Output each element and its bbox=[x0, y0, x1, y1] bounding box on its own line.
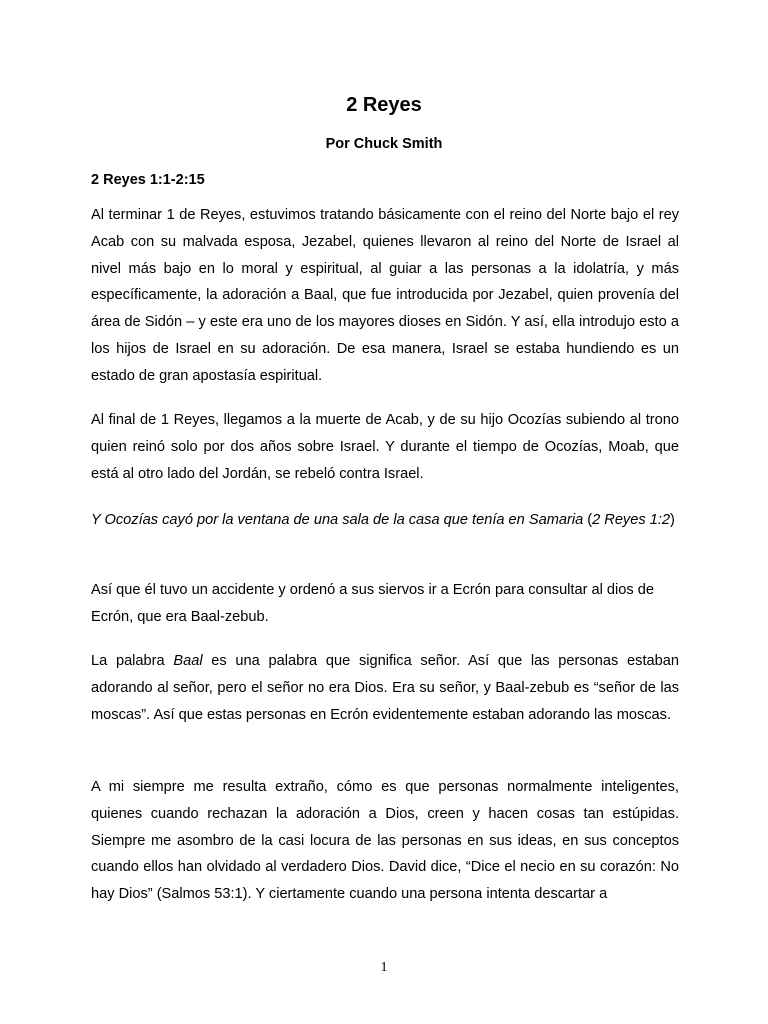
paragraph-1: Al terminar 1 de Reyes, estuvimos tratando básicamente con el reino del Norte bajo el rey Acab con su malvada esposa, Jezabel, quienes llevaron al reino del Norte de Israel al nivel más bajo en lo moral y espiritual, al guiar a las personas a la idolatría, y más específicamente, la adoración a Baal, que fue introducida por Jezabel, quien provenía del área de Sidón – y este era uno de los mayores dioses en Sidón. Y así, ella introdujo esto a los hijos de Israel en su adoración. De esa manera, Israel se estaba hundiendo es un estado de gran apostasía espiritual. bbox=[91, 207, 679, 384]
section-heading: 2 Reyes 1:1-2:15 bbox=[91, 172, 205, 188]
reference-close: ) bbox=[670, 512, 675, 528]
document-author: Por Chuck Smith bbox=[325, 136, 443, 152]
paragraph-5-lead: La palabra bbox=[91, 653, 174, 669]
paragraph-5 bbox=[91, 648, 679, 728]
paragraph-4: Así que él tuvo un accidente y ordenó a sus siervos ir a Ecrón para consultar al dios de Ecrón, que era Baal-zebub. bbox=[91, 582, 654, 625]
reference-open: ( bbox=[583, 512, 593, 528]
scripture-quote bbox=[91, 507, 679, 534]
document-title: 2 Reyes bbox=[346, 94, 422, 116]
paragraph-5-rest: es una palabra que significa señor. Así que las personas estaban adorando al señor, pero el señor no era Dios. Era su señor, y Baal-zebub es “señor de las moscas”. Así que estas personas en Ecrón evidentemente estaban adorando las moscas. bbox=[91, 653, 679, 723]
paragraph-6: A mi siempre me resulta extraño, cómo es que personas normalmente inteligentes, quienes cuando rechazan la adoración a Dios, creen y hacen cosas tan estúpidas. Siempre me asombro de la casi locura de las personas en sus ideas, en sus conceptos cuando ellos han olvidado al verdadero Dios. David dice, “Dice el necio en su corazón: No hay Dios” (Salmos 53:1). Y ciertamente cuando una persona intenta descartar a bbox=[91, 779, 679, 903]
paragraph-2: Al final de 1 Reyes, llegamos a la muerte de Acab, y de su hijo Ocozías subiendo al trono quien reinó solo por dos años sobre Israel. Y durante el tiempo de Ocozías, Moab, que está al otro lado del Jordán, se rebeló contra Israel. bbox=[91, 412, 679, 482]
page-number: 1 bbox=[380, 960, 388, 975]
scripture-reference: 2 Reyes 1:2 bbox=[592, 512, 670, 528]
quote-text: Y Ocozías cayó por la ventana de una sala de la casa que tenía en Samaria bbox=[91, 512, 584, 528]
emphasized-word: Baal bbox=[173, 653, 203, 669]
